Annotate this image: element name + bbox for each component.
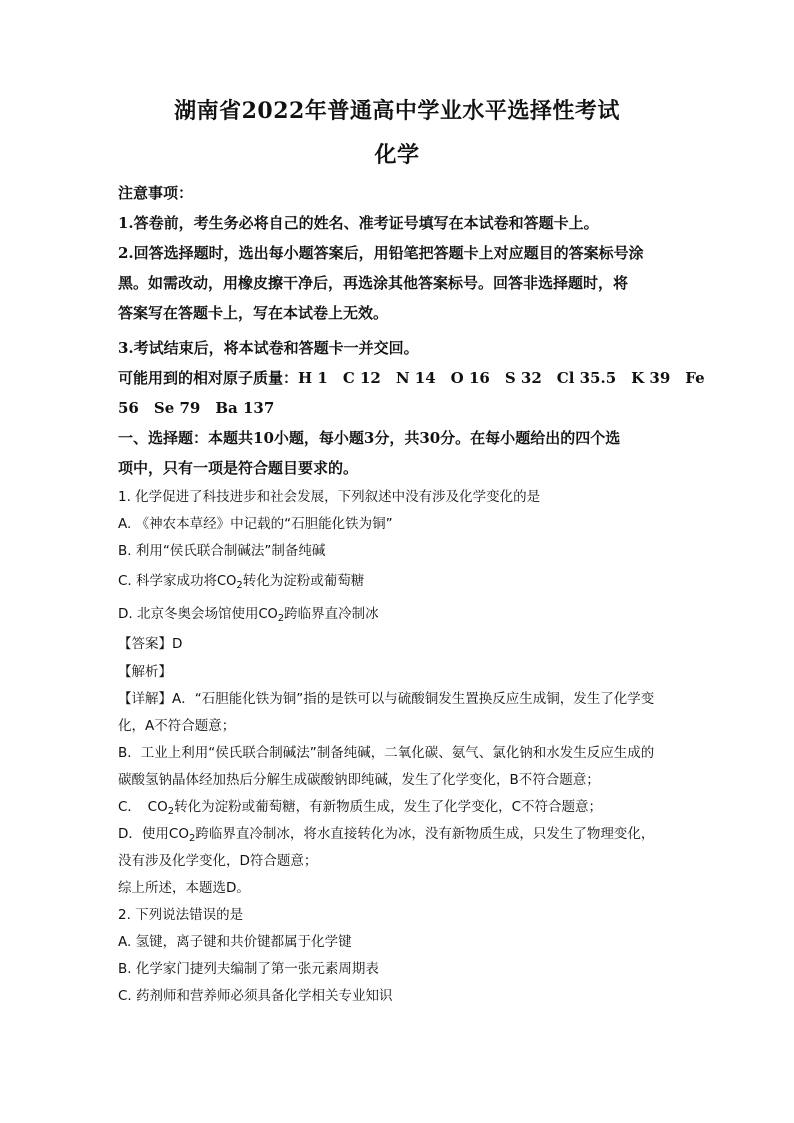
- question-1-option-b: B. 利用“侯氏联合制碱法”制备纯碱: [118, 543, 326, 559]
- question-1-option-c: [118, 571, 688, 596]
- atomic-mass-line-2: 56 Se 79 Ba 137: [118, 399, 275, 417]
- question-1-stem: 1. 化学促进了科技进步和社会发展，下列叙述中没有涉及化学变化的是: [118, 489, 541, 505]
- co2-formula: $CO_2$: [217, 574, 243, 591]
- co2-formula: $CO_2$: [258, 607, 285, 624]
- notice-heading: 注意事项：: [118, 184, 194, 202]
- question-2-stem: 2. 下列说法错误的是: [118, 907, 244, 923]
- subject-title: 化学: [374, 142, 420, 168]
- section-1-heading-line-1: 一、选择题：本题共10小题，每小题3分，共30分。在每小题给出的四个选: [118, 429, 621, 447]
- notice-item-2-line-2: 黑。如需改动，用橡皮擦干净后，再选涂其他答案标号。回答非选择题时，将: [118, 274, 629, 292]
- detail-line-3: B．工业上利用“侯氏联合制碱法”制备纯碱，二氧化碳、氨气、氯化钠和水发生反应生成的: [118, 745, 655, 761]
- question-2-option-b: B. 化学家门捷列夫编制了第一张元素周期表: [118, 961, 379, 977]
- question-1-option-d: [118, 604, 688, 629]
- notice-item-1: 1.答卷前，考生务必将自己的姓名、准考证号填写在本试卷和答题卡上。: [118, 214, 599, 232]
- detail-line-8: 综上所述，本题选D。: [118, 880, 250, 896]
- notice-item-3: 3.考试结束后，将本试卷和答题卡一并交回。: [118, 339, 419, 357]
- option-d-suffix: 跨临界直冷制冰: [284, 606, 379, 622]
- exam-title: 湖南省2022年普通高中学业水平选择性考试: [174, 98, 620, 124]
- question-1-answer: 【答案】D: [118, 636, 183, 652]
- atomic-mass-line-1: 可能用到的相对原子质量：H 1 C 12 N 14 O 16 S 32 Cl 35.5 K 39 Fe: [118, 369, 705, 387]
- detail-line-5: C． $CO_2$转化为淀粉或葡萄糖，有新物质生成，发生了化学变化，C不符合题意；: [118, 799, 603, 817]
- option-c-prefix: C. 科学家成功将: [118, 573, 218, 589]
- detail-line-4: 碳酸氢钠晶体经加热后分解生成碳酸钠即纯碱，发生了化学变化，B不符合题意；: [118, 772, 600, 788]
- section-1-heading-line-2: 项中，只有一项是符合题目要求的。: [118, 459, 359, 477]
- detail-line-2: 化，A不符合题意；: [118, 718, 236, 734]
- detail-line-7: 没有涉及化学变化，D符合题意；: [118, 853, 318, 869]
- question-2-option-c: C. 药剂师和营养师必须具备化学相关专业知识: [118, 988, 393, 1004]
- detail-line-1: 【详解】A．“石胆能化铁为铜”指的是铁可以与硫酸铜发生置换反应生成铜，发生了化学变: [118, 691, 655, 707]
- notice-item-2-line-1: 2.回答选择题时，选出每小题答案后，用铅笔把答题卡上对应题目的答案标号涂: [118, 244, 644, 262]
- option-c-suffix: 转化为淀粉或葡萄糖: [242, 573, 365, 589]
- option-d-prefix: D. 北京冬奥会场馆使用: [118, 606, 259, 622]
- notice-item-2-line-3: 答案写在答题卡上，写在本试卷上无效。: [118, 304, 389, 322]
- question-2-option-a: A. 氢键，离子键和共价键都属于化学键: [118, 934, 352, 950]
- question-1-analysis-label: 【解析】: [118, 664, 172, 680]
- detail-line-6: D．使用$CO_2$跨临界直冷制冰，将水直接转化为冰，没有新物质生成，只发生了物理变化，: [118, 826, 655, 844]
- question-1-option-a: A. 《神农本草经》中记载的“石胆能化铁为铜”: [118, 516, 393, 532]
